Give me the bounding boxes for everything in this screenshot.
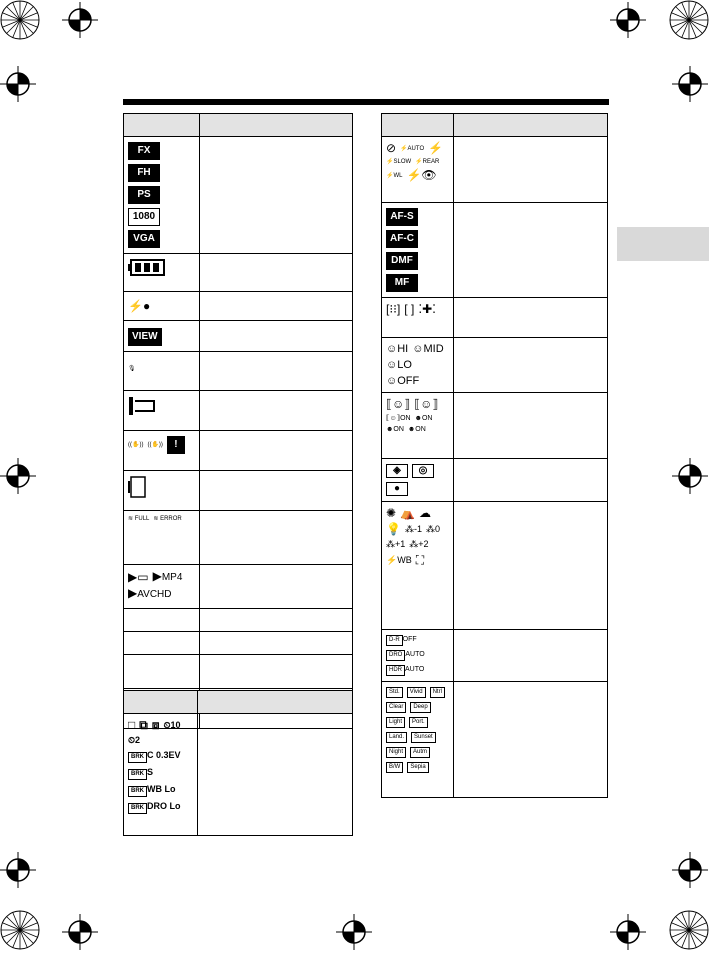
creative-bw-icon: B/W	[386, 762, 403, 773]
registration-mark-right-upper	[672, 66, 708, 102]
dro-off-label: OFF	[397, 375, 420, 387]
table-row	[124, 655, 353, 689]
smile-shutter-lo-label: ON	[415, 426, 426, 433]
fh-icon: FH	[128, 164, 160, 182]
avchd-icon: ▶AVCHD	[128, 586, 172, 600]
table-row	[124, 292, 353, 321]
flash-wb-label: WB	[397, 554, 412, 565]
table-row	[382, 502, 608, 630]
smile-shutter-on-icon: ☻ON	[414, 414, 433, 422]
warning-icon: !	[167, 436, 185, 454]
registration-mark-right-lower	[672, 852, 708, 888]
flash-charge-icon: ⚡●	[128, 299, 151, 313]
dro-off-icon: ☺OFF	[386, 375, 420, 387]
mf-icon: MF	[386, 274, 418, 292]
flash-off-icon: ⊘	[386, 141, 397, 155]
custom-wb-icon: ⛶	[415, 553, 425, 567]
fluorescent-0-label: 0	[434, 523, 440, 534]
dro-hi-label: HI	[397, 343, 409, 355]
bracket-dro-lo-label: Lo	[169, 801, 181, 811]
creative-light-icon: Light	[386, 717, 405, 728]
table-row	[124, 431, 353, 471]
dr-off-icon	[386, 635, 417, 646]
flash-wireless-label: WL	[393, 172, 403, 179]
registration-mark-bottom-center	[336, 914, 372, 950]
creative-vivid-icon: Vivid	[407, 687, 426, 698]
registration-mark-left-lower	[0, 852, 36, 888]
mic-off-icon: 🎙	[128, 366, 136, 372]
center-focus-icon: [ ]	[404, 302, 415, 316]
creative-deep-icon: Deep	[410, 702, 430, 713]
bracket-dro-label: DRO	[147, 801, 167, 811]
creative-portrait-icon: Port.	[409, 717, 428, 728]
table-row	[124, 321, 353, 352]
af-c-icon: AF-C	[386, 230, 418, 248]
registration-mark-right-middle	[672, 458, 708, 494]
right-icon-table	[381, 113, 608, 798]
flash-auto-icon: ⚡AUTO	[400, 145, 425, 152]
speed-priority-icon: ⧈	[151, 718, 160, 732]
creative-standard-icon: Std.	[386, 687, 403, 698]
bracket-wb-icon: BRK WB Lo	[128, 784, 176, 797]
steadyshot-off-icon: ((✋))	[128, 442, 144, 448]
table-row	[124, 471, 353, 511]
database-full-icon: ≋ FULL	[128, 516, 150, 522]
table-row	[124, 565, 353, 609]
card-orientation-icon	[128, 476, 148, 498]
self-timer-10-label: 10	[170, 719, 181, 730]
dro-mid-icon: ☺MID	[412, 343, 444, 355]
bracket-dro-icon: BRK DRO Lo	[128, 801, 181, 814]
dr-off-box: D-R	[386, 635, 403, 646]
hdr-auto-icon	[386, 665, 424, 676]
flash-fill-icon: ⚡	[428, 141, 444, 155]
table-row	[124, 254, 353, 292]
left-icon-table	[123, 113, 353, 732]
table-row	[124, 511, 353, 565]
smile-shutter-mid-label: ON	[393, 426, 404, 433]
starburst-bottom-left-icon	[0, 910, 40, 950]
dro-auto-box: DRO	[386, 650, 405, 661]
creative-autumn-icon: Autm	[410, 747, 430, 758]
top-rule	[123, 99, 609, 105]
table-header	[382, 114, 608, 137]
registration-mark-bottom-right	[610, 914, 646, 950]
bracket-wb-label: WB	[147, 784, 162, 794]
play-still-icon: ▶▭	[128, 569, 149, 584]
center-metering-icon: ◎	[412, 464, 434, 478]
fluorescent-minus1-icon: ⁂-1	[404, 523, 422, 534]
cloudy-icon: ☁	[419, 506, 432, 520]
red-eye-icon: ⚡👁	[406, 168, 437, 182]
table-row	[382, 459, 608, 502]
bracket-wb-lo-label: Lo	[164, 784, 176, 794]
flash-slow-icon: ⚡SLOW	[386, 159, 412, 165]
ps-icon: PS	[128, 186, 160, 204]
self-timer-2-icon: ⏲2	[128, 735, 141, 745]
starburst-bottom-right-icon	[669, 910, 709, 950]
fluorescent-0-icon: ⁂0	[425, 523, 440, 534]
table-row	[382, 682, 608, 798]
table-row	[382, 137, 608, 203]
starburst-top-left-icon	[0, 0, 40, 40]
flash-wireless-icon: ⚡WL	[386, 172, 403, 179]
smile-shutter-on-label: ON	[421, 414, 433, 422]
creative-clear-icon: Clear	[386, 702, 406, 713]
dro-lo-icon: ☺LO	[386, 359, 412, 371]
registration-mark-left-middle	[0, 458, 36, 494]
single-shot-icon: □	[128, 718, 136, 732]
smile-shutter-lo-icon: ☻ON	[407, 426, 426, 433]
spot-metering-icon: ●	[386, 482, 408, 496]
continuous-shot-icon: ⧉	[139, 718, 148, 732]
bracket-s-icon: BRK S	[128, 767, 153, 780]
table-header	[124, 114, 353, 137]
fluorescent-minus1-label: -1	[413, 523, 422, 534]
table-row	[124, 137, 353, 254]
self-timer-2-label: 2	[135, 735, 141, 745]
table-row	[124, 352, 353, 391]
table-header	[124, 691, 353, 714]
multi-metering-icon: ◈	[386, 464, 408, 478]
dro-auto-label: AUTO	[405, 651, 425, 658]
fluorescent-plus2-icon: ⁂+2	[409, 539, 429, 549]
panorama-direction-icon	[128, 396, 158, 416]
creative-sepia-icon: Sepia	[407, 762, 428, 773]
af-s-icon: AF-S	[386, 208, 418, 226]
self-timer-10-icon: ⏲10	[163, 719, 181, 730]
battery-full-icon	[128, 259, 166, 277]
1080-icon: 1080	[128, 208, 160, 226]
dro-lo-label: LO	[397, 359, 412, 371]
table-row	[124, 609, 353, 632]
database-error-icon: ≋ ERROR	[153, 516, 182, 522]
bracket-ev-label: 0.3EV	[156, 750, 181, 760]
fluorescent-plus1-label: +1	[395, 539, 406, 549]
shade-icon: ⛺	[400, 506, 416, 520]
dro-auto-icon	[386, 650, 425, 661]
starburst-top-right-icon	[669, 0, 709, 40]
creative-neutral-icon: Ntrl	[430, 687, 445, 698]
bracket-c-label: C	[147, 750, 154, 760]
drive-mode-table	[123, 690, 353, 836]
spot-focus-icon: ⁚✚⁚	[418, 302, 436, 316]
fx-icon: FX	[128, 142, 160, 160]
table-row	[382, 338, 608, 393]
table-row	[382, 298, 608, 338]
face-detect-on-icon: ⟦☺⟧ON	[386, 415, 411, 422]
creative-sunset-icon: Sunset	[411, 732, 436, 743]
flash-rear-icon: ⚡REAR	[415, 159, 440, 165]
registration-mark-top-left	[62, 2, 98, 38]
hdr-auto-box: HDR	[386, 665, 405, 676]
face-detect-off-icon: ⟦☺⟧	[386, 397, 411, 411]
incandescent-icon: 💡	[386, 522, 401, 536]
table-row	[382, 630, 608, 682]
creative-landscape-icon: Land.	[386, 732, 407, 743]
dmf-icon: DMF	[386, 252, 418, 270]
flash-wb-icon: ⚡WB	[386, 554, 412, 565]
face-detect-icon: ⟦☺⟧	[414, 397, 439, 411]
smile-shutter-mid-icon: ☻ON	[386, 426, 404, 433]
wide-focus-icon: [⁝⁝]	[386, 302, 401, 316]
hdr-auto-label: AUTO	[405, 666, 425, 673]
fluorescent-plus1-icon: ⁂+1	[386, 539, 406, 549]
registration-mark-left-upper	[0, 66, 36, 102]
dr-off-label: OFF	[402, 636, 417, 643]
steadyshot-warning-icon: ((✋))	[147, 442, 163, 448]
table-row	[124, 632, 353, 655]
registration-mark-bottom-left	[62, 914, 98, 950]
fluorescent-plus2-label: +2	[418, 539, 429, 549]
registration-mark-top-right	[610, 2, 646, 38]
vga-icon: VGA	[128, 230, 160, 248]
dro-mid-label: MID	[423, 343, 444, 355]
flash-slow-label: SLOW	[393, 159, 412, 165]
table-row	[124, 714, 353, 836]
flash-rear-label: REAR	[422, 159, 440, 165]
table-row	[124, 391, 353, 431]
avchd-label: AVCHD	[137, 589, 172, 600]
section-tab	[617, 227, 709, 261]
face-detect-on-label: ON	[400, 415, 411, 422]
view-icon: VIEW	[128, 328, 162, 346]
creative-night-icon: Night	[386, 747, 406, 758]
mp4-label: MP4	[161, 572, 183, 583]
bracket-c-icon: BRK C 0.3EV	[128, 750, 181, 763]
flash-auto-label: AUTO	[407, 145, 425, 152]
dro-hi-icon: ☺HI	[386, 343, 409, 355]
daylight-icon: ✺	[386, 506, 397, 520]
table-row	[382, 393, 608, 459]
mp4-icon: ▶MP4	[152, 569, 183, 583]
bracket-s-label: S	[147, 767, 154, 777]
table-row	[382, 203, 608, 298]
